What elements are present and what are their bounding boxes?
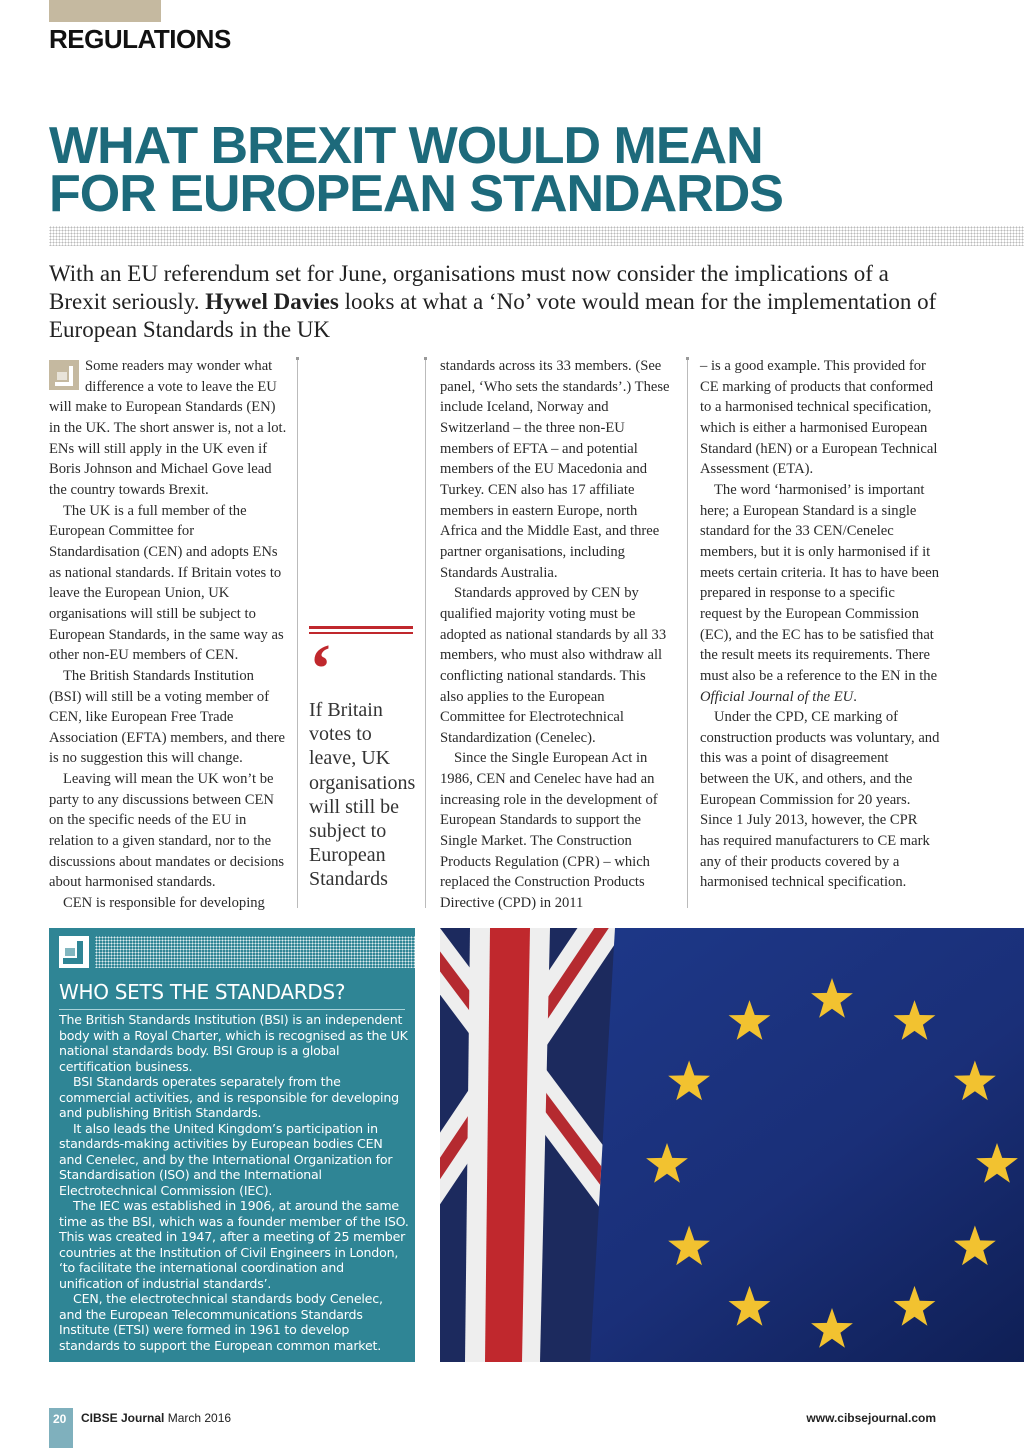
- footer-url[interactable]: www.cibsejournal.com: [806, 1411, 936, 1425]
- column-3: [440, 356, 672, 914]
- paragraph: Standards approved by CEN by qualified majority voting must be adopted as national standards by all 33 members, who must also withdraw all conflicting national standards. This also applies to the European Committee for Electrotechnical Standardization (Cenelec).: [440, 585, 667, 746]
- section-label: REGULATIONS: [49, 24, 231, 54]
- paragraph: CEN is responsible for developing: [63, 895, 265, 912]
- paragraph: Since the Single European Act in 1986, CEN and Cenelec have had an increasing role in the development of European Standards to support the Single Market. The Construction Products Regulation (CPR) – which replaced the Construction Products Directive (CPD) in 2011: [440, 750, 658, 912]
- paragraph: BSI Standards operates separately from the commercial activities, and is responsible for developing and publishing British Standards.: [59, 1074, 399, 1120]
- title-line-2: FOR EUROPEAN STANDARDS: [49, 165, 783, 223]
- title-line-1: WHAT BREXIT WOULD MEAN: [49, 117, 763, 175]
- arrow-corner-icon: [49, 360, 79, 390]
- pull-quote-text: If Britain votes to leave, UK organisations will still be subject to European Standards: [309, 699, 416, 891]
- standfirst: [49, 260, 949, 344]
- column-1: [49, 356, 287, 914]
- paragraph: Under the CPD, CE marking of construction products was voluntary, and this was a point of disagreement between the UK, and others, and the European Commission for 20 years. Since 1 July 2013, however, the CPR has required manufacturers to CE mark any of their products covered by a harmonised technical specification.: [700, 709, 940, 891]
- union-jack-eu-flag-image: [440, 928, 1024, 1362]
- paragraph: The word ‘harmonised’ is important here; a European Standard is a single standard for the 33 CEN/Cenelec members, but it is only harmonised if it meets certain criteria. It has to have been prepared in response to a specific request by the European Commission (EC), and the EC has to be satisfied that the result meets its requirements. There must also be a reference to the EN in the Official Journal of the EU.: [700, 481, 940, 705]
- page-number: 20: [53, 1412, 67, 1426]
- paragraph: CEN, the electrotechnical standards body Cenelec, and the European Telecommunications Standards Institute (ETSI) were formed in 1961 to develop standards to support the European common market.: [59, 1291, 383, 1353]
- paragraph: The British Standards Institution (BSI) will still be a voting member of CEN, like European Free Trade Association (EFTA) members, and there is no suggestion this will change.: [49, 667, 285, 767]
- paragraph: The UK is a full member of the European Committee for Standardisation (CEN) and adopts ENs as national standards. If Britain votes to leave the European Union, UK organisations will still be subject to European Standards, in the same way as other non-EU members of CEN.: [49, 502, 284, 664]
- arrow-corner-icon: [59, 936, 89, 968]
- column-rule: [425, 360, 426, 908]
- standfirst-text: looks at what a ‘No’ vote would mean for the implementation of European Standards in the UK: [49, 289, 937, 342]
- paragraph: Some readers may wonder what difference a vote to leave the EU will make to European Standards (EN) in the UK. The short answer is, not a lot. ENs will still apply in the UK even if Boris Johnson and Michael Gove lead the country towards Brexit.: [49, 358, 287, 498]
- paragraph: standards across its 33 members. (See panel, ‘Who sets the standards’.) These include Iceland, Norway and Switzerland – the three non-EU members of EFTA – and potential members of the EU Macedonia and Turkey. CEN also has 17 affiliate members in eastern Europe, north Africa and the Middle East, and three partner organisations, including Standards Australia.: [440, 358, 670, 581]
- author-name: Hywel Davies: [205, 289, 339, 314]
- paragraph: – is a good example. This provided for CE marking of products that conformed to a harmonised technical specification, which is either a harmonised European Standard (hEN) or a European Technical Assessment (ETA).: [700, 358, 938, 478]
- column-rule: [297, 360, 298, 908]
- paragraph: The IEC was established in 1906, at around the same time as the BSI, which was a founder member of the ISO. This was created in 1947, after a meeting of 25 member countries at the Institution of Civil Engineers in London, ‘to facilitate the international coordination and unification of industrial standards’.: [59, 1198, 409, 1291]
- pull-quote: [309, 626, 416, 892]
- quote-mark-icon: ‘: [309, 631, 333, 708]
- standfirst-text: With an EU referendum set for June, organisations must now consider the implications of a Brexit seriously.: [49, 261, 889, 314]
- journal-title: Official Journal of the EU: [700, 688, 854, 705]
- panel-body: [59, 1012, 409, 1353]
- article-title: [49, 117, 783, 223]
- panel-title: WHO SETS THE STANDARDS?: [59, 980, 405, 1010]
- panel-who-sets-standards: [49, 928, 415, 1362]
- paragraph: The British Standards Institution (BSI) is an independent body with a Royal Charter, which is recognised as the UK national standards body. BSI Group is a global certification business.: [59, 1012, 408, 1074]
- footer-journal: CIBSE Journal March 2016: [81, 1411, 232, 1425]
- dotted-pattern: [95, 936, 455, 968]
- paragraph: Leaving will mean the UK won’t be party to any discussions between CEN on the specific needs of the EU in relation to a given standard, nor to the discussions about mandates or decisions about harmonised standards.: [49, 771, 285, 891]
- column-4: [700, 356, 940, 893]
- column-rule: [687, 360, 688, 908]
- section-tab: [49, 0, 161, 22]
- dotted-divider: [49, 226, 1024, 246]
- paragraph: It also leads the United Kingdom’s participation in standards-making activities by European bodies CEN and Cenelec, and by the International Organization for Standardisation (ISO) and the International Electrotechnical Commission (IEC).: [59, 1120, 393, 1198]
